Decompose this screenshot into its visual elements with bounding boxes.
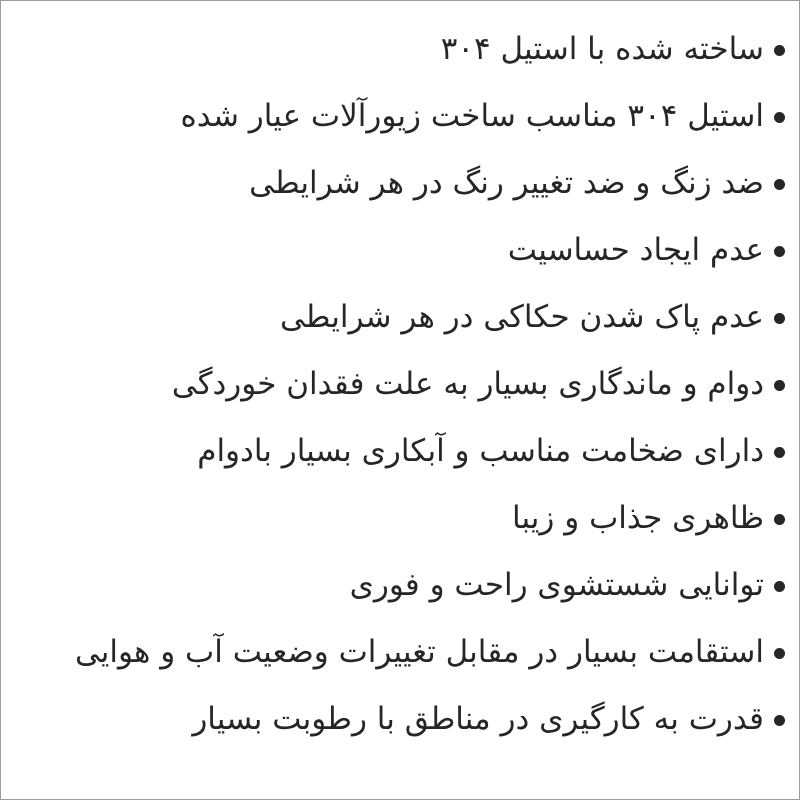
bullet-icon — [774, 581, 785, 592]
list-item-text: ساخته شده با استیل ۳۰۴ — [440, 31, 764, 67]
list-item — [1, 619, 785, 686]
list-item-text: استیل ۳۰۴ مناسب ساخت زیورآلات عیار شده — [180, 98, 764, 134]
bullet-icon — [774, 313, 785, 324]
bullet-icon — [774, 112, 785, 123]
bullet-icon — [774, 447, 785, 458]
list-item-text: عدم پاک شدن حکاکی در هر شرایطی — [279, 299, 764, 335]
bullet-icon — [774, 715, 785, 726]
list-item — [1, 16, 785, 83]
bullet-icon — [774, 380, 785, 391]
list-item-text: استقامت بسیار در مقابل تغییرات وضعیت آب و هوایی — [74, 634, 764, 670]
bullet-icon — [774, 246, 785, 257]
list-item — [1, 217, 785, 284]
list-item — [1, 150, 785, 217]
list-item-text: ظاهری جذاب و زیبا — [512, 500, 764, 536]
list-item-text: ضد زنگ و ضد تغییر رنگ در هر شرایطی — [249, 165, 764, 201]
list-item — [1, 284, 785, 351]
list-item — [1, 83, 785, 150]
list-item-text: قدرت به کارگیری در مناطق با رطوبت بسیار — [192, 701, 764, 737]
bullet-icon — [774, 45, 785, 56]
list-item-text: عدم ایجاد حساسیت — [507, 232, 764, 268]
bullet-icon — [774, 514, 785, 525]
list-item — [1, 351, 785, 418]
bullet-icon — [774, 179, 785, 190]
list-item — [1, 485, 785, 552]
list-item — [1, 552, 785, 619]
list-item-text: دارای ضخامت مناسب و آبکاری بسیار بادوام — [197, 433, 764, 469]
list-item-text: توانایی شستشوی راحت و فوری — [349, 567, 764, 603]
list-item — [1, 418, 785, 485]
list-item — [1, 686, 785, 753]
bullet-icon — [774, 648, 785, 659]
list-item-text: دوام و ماندگاری بسیار به علت فقدان خوردگی — [171, 366, 764, 402]
feature-list — [1, 1, 799, 753]
